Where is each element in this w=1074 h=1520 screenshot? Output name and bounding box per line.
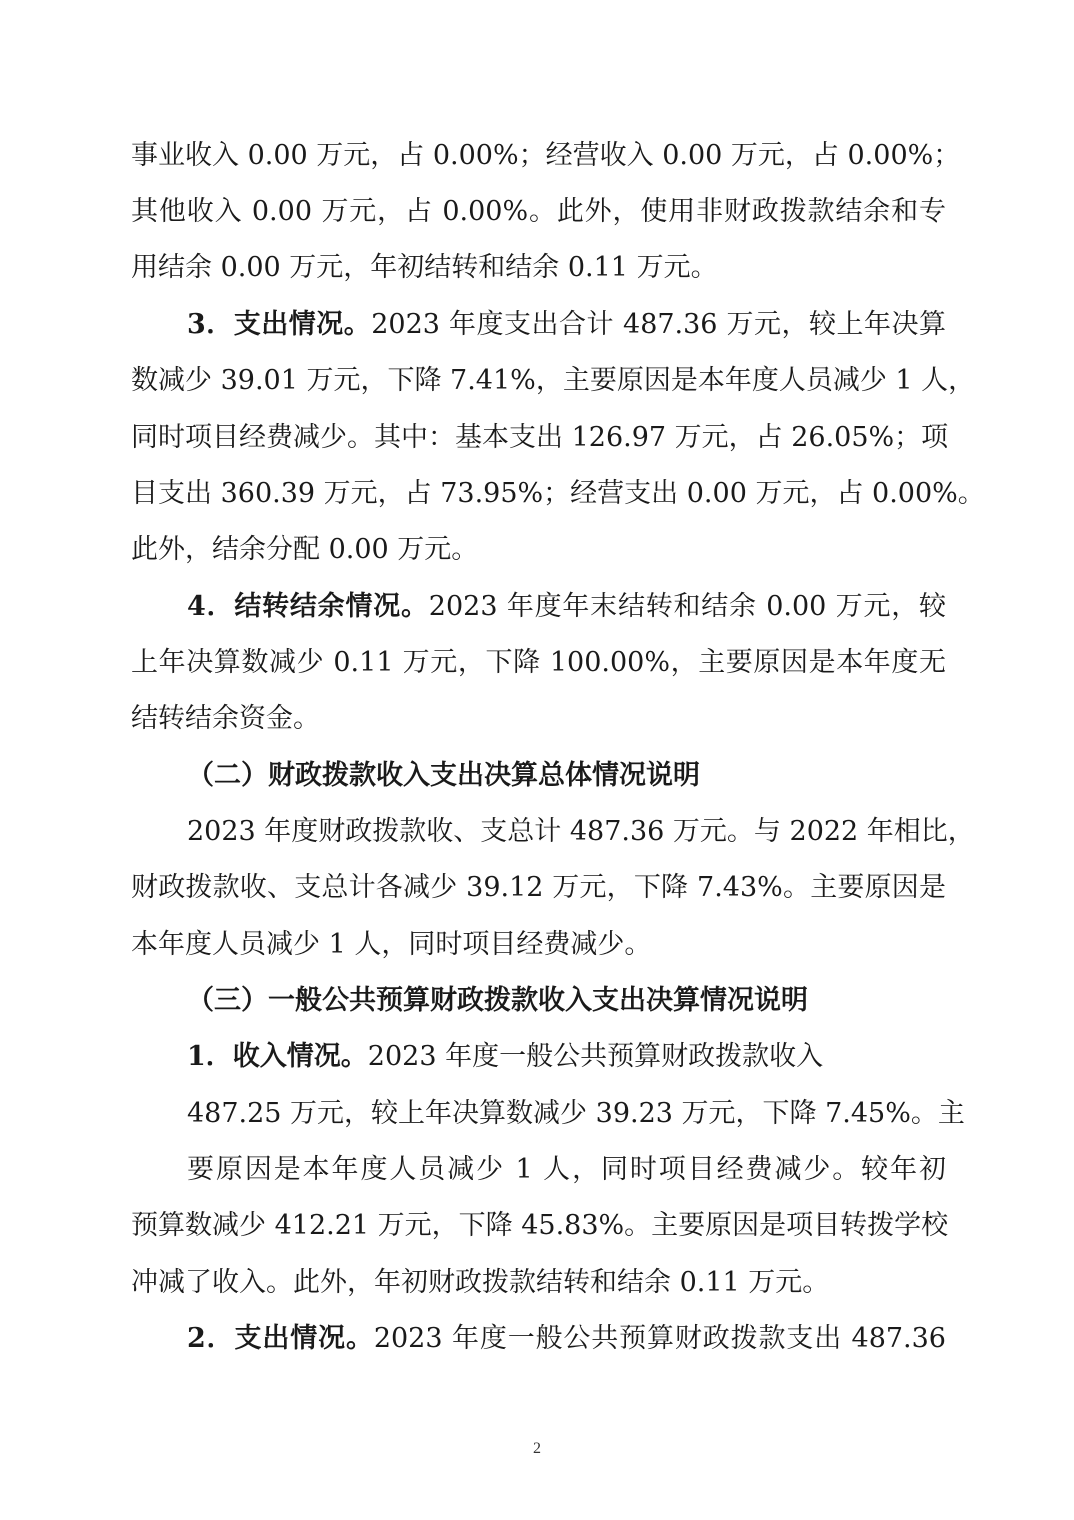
paragraph-line: 冲减了收入。此外，年初财政拨款结转和结余 0.11 万元。 <box>131 1267 830 1298</box>
paragraph-first-line <box>187 1037 946 1077</box>
section-heading: （二）财政拨款收入支出决算总体情况说明 <box>187 760 700 791</box>
paragraph-text: 2023 年度一般公共预算财政拨款收入 <box>367 1041 824 1072</box>
paragraph-text: 2023 年度一般公共预算财政拨款支出 487.36 <box>373 1323 946 1354</box>
paragraph-line: 结转结余资金。 <box>131 703 320 734</box>
paragraph-first-line <box>187 305 946 345</box>
paragraph-line: 要原因是本年度人员减少 1 人，同时项目经费减少。较年初 <box>187 1154 946 1185</box>
paragraph-line: 487.25 万元，较上年决算数减少 39.23 万元，下降 7.45%。主 <box>187 1098 965 1129</box>
paragraph-text: 2023 年度支出合计 487.36 万元，较上年决算 <box>371 309 946 340</box>
paragraph-first-line: 2023 年度财政拨款收、支总计 487.36 万元。与 2022 年相比， <box>187 816 975 847</box>
section-lead: 1．收入情况。 <box>187 1041 368 1072</box>
paragraph-text: 2023 年度年末结转和结余 0.00 万元，较 <box>428 591 946 622</box>
paragraph-line: 数减少 39.01 万元，下降 7.41%，主要原因是本年度人员减少 1 人， <box>131 365 976 396</box>
paragraph-first-line <box>187 587 946 627</box>
paragraph-line: 本年度人员减少 1 人，同时项目经费减少。 <box>131 929 652 960</box>
paragraph-first-line <box>187 1319 946 1359</box>
section-heading: （三）一般公共预算财政拨款收入支出决算情况说明 <box>187 985 808 1016</box>
section-lead: 3．支出情况。 <box>187 309 372 340</box>
paragraph-line: 同时项目经费减少。其中：基本支出 126.97 万元，占 26.05%；项 <box>131 422 949 453</box>
paragraph-line: 此外，结余分配 0.00 万元。 <box>131 534 479 565</box>
section-lead: 4．结转结余情况。 <box>187 591 429 622</box>
paragraph-line: 财政拨款收、支总计各减少 39.12 万元，下降 7.43%。主要原因是 <box>131 872 946 903</box>
paragraph-line: 上年决算数减少 0.11 万元，下降 100.00%，主要原因是本年度无 <box>131 647 946 678</box>
paragraph-line: 其他收入 0.00 万元，占 0.00%。此外，使用非财政拨款结余和专 <box>131 196 946 227</box>
paragraph-line: 用结余 0.00 万元，年初结转和结余 0.11 万元。 <box>131 252 718 283</box>
paragraph-line: 预算数减少 412.21 万元，下降 45.83%。主要原因是项目转拨学校 <box>131 1210 949 1241</box>
page-number: 2 <box>533 1440 541 1457</box>
paragraph-line: 事业收入 0.00 万元，占 0.00%；经营收入 0.00 万元，占 0.00%； <box>131 140 961 171</box>
paragraph-line: 目支出 360.39 万元，占 73.95%；经营支出 0.00 万元，占 0.00%。 <box>131 478 985 509</box>
section-lead: 2．支出情况。 <box>187 1323 374 1354</box>
